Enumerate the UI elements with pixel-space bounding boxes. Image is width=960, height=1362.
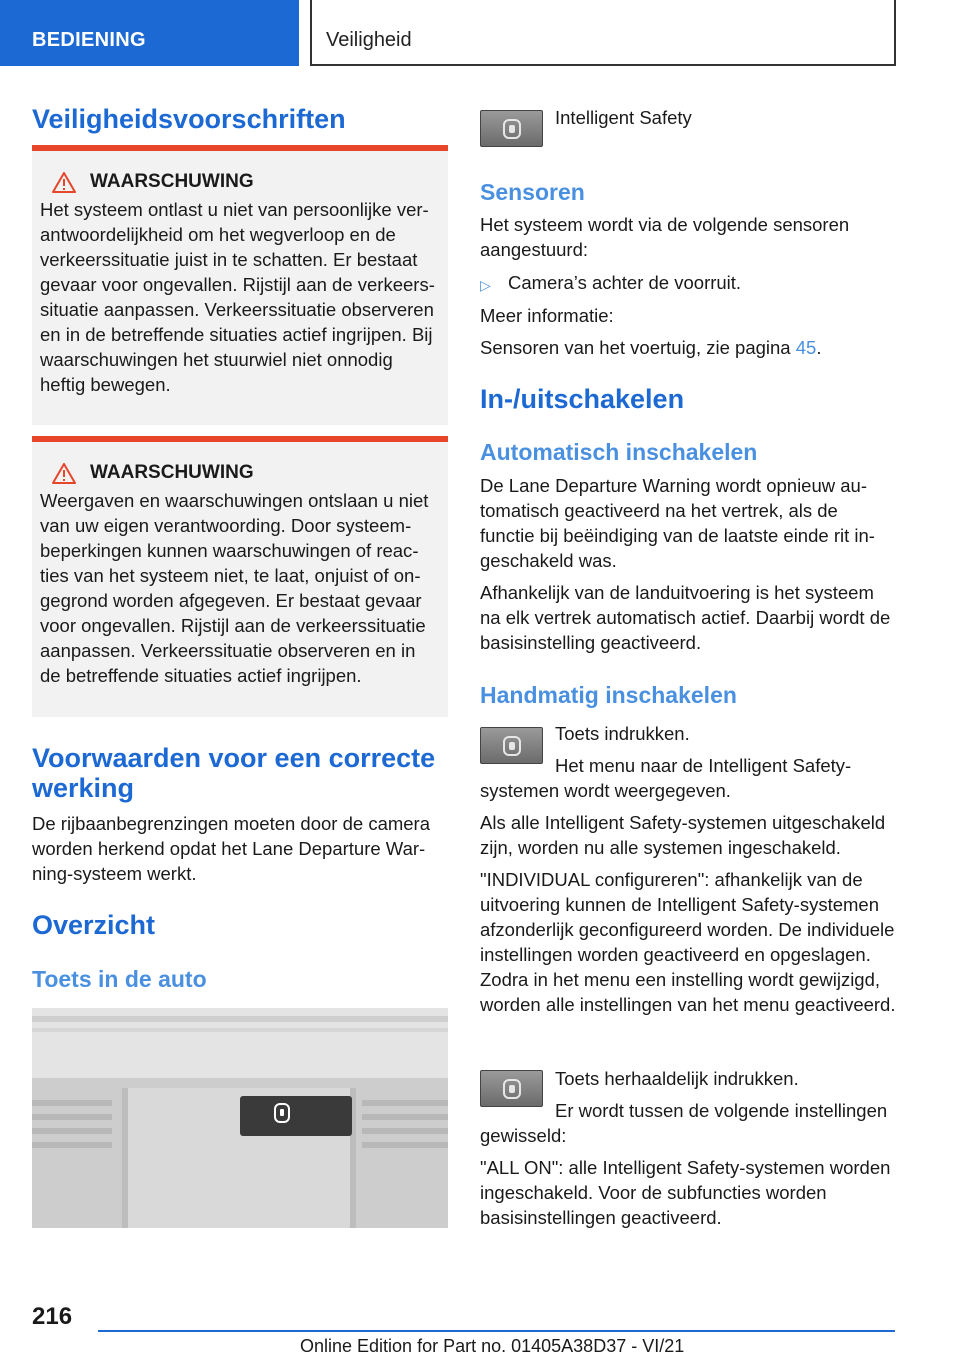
intelligent-safety-button-icon [480,110,543,147]
chapter-tab [310,0,896,66]
warning-triangle-icon [52,172,76,193]
manual-enable-title: Handmatig inschakelen [480,682,737,708]
page-number: 216 [32,1303,73,1330]
bullet-text: Camera’s achter de voorruit. [508,272,742,293]
sensors-title: Sensoren [480,179,585,205]
list-item [480,270,896,298]
overview-title: Overzicht [32,910,156,940]
warning-box-2 [32,436,448,717]
warning-box-1 [32,145,448,425]
switch-text: Er wordt tussen de volgende instellingen gewisseld: [480,1100,888,1146]
warning-header [40,171,440,193]
chapter-label: Veiligheid [326,29,412,51]
safety-title: Veiligheidsvoorschriften [32,104,346,134]
conditions-title: Voorwaarden voor een correcte werking [32,743,436,803]
more-info-label: Meer informatie: [480,305,614,326]
warning-triangle-icon [52,463,76,484]
footer-divider [98,1330,895,1332]
button-caption: Intelligent Safety [555,107,692,128]
auto-text-2: Afhankelijk van de landuitvoering is het systeem na elk vertrek automatisch actief. Daarbij wordt de basisinstelling geactiveerd. [480,582,891,653]
auto-enable-title: Automatisch inschakelen [480,439,758,465]
dashboard-illustration [32,1008,448,1228]
section-tab [0,0,299,66]
edition-text: Online Edition for Part no. 01405A38D37 - VI/21 [300,1336,685,1356]
all-on-text: "ALL ON": alle Intelligent Safety-systemen worden ingeschakeld. Voor de subfuncties worden basisinstellingen geactiveerd. [480,1157,891,1228]
warning-header [40,462,440,484]
bullet-triangle-icon: ▷ [480,277,491,293]
auto-text-1: De Lane Departure Warning wordt opnieuw automatisch geactiveerd na het vertrek, als de functie bij beëindiging van de laatste einde rit ingeschakeld was. [480,475,875,571]
warning-label: WAARSCHUWING [90,462,254,483]
warning-label: WAARSCHUWING [90,171,254,192]
car-button-photo [32,1008,448,1228]
reference-text: Sensoren van het voertuig, zie pagina [480,337,796,358]
individual-text: "INDIVIDUAL configureren": afhankelijk van de uitvoering kunnen de Intelligent Safety-systemen afzonderlijk geconfigureerd worden. De individuele instellingen worden geactiveerd en opgeslagen. Zodra in het menu een instelling wordt gewijzigd, worden alle instellingen van het menu geactiveerd. [480,869,896,1015]
page-link[interactable]: 45 [795,337,817,358]
menu-text: Het menu naar de Intelligent Safety-systemen wordt weergegeven. [480,755,852,801]
button-in-car-title: Toets in de auto [32,966,207,992]
press-repeat-text: Toets herhaaldelijk indrukken. [555,1068,799,1089]
conditions-text: De rijbaanbegrenzingen moeten door de camera worden herkend opdat het Lane Departure Warning-systeem werkt. [32,813,431,884]
warning-text: Weergaven en waarschuwingen ontslaan u niet van uw eigen verantwoording. Door systeembeperkingen kunnen waarschuwingen of reacties van het systeem niet, te laat, onjuist of ongegrond worden afgegeven. Er bestaat gevaar voor ongevallen. Rijstijl aan de verkeerssituatie aanpassen. Verkeerssituatie observeren en in de betreffende situaties actief ingrijpen. [40,490,429,686]
warning-text: Het systeem ontlast u niet van persoonlijke verantwoordelijkheid om het wegverloop en de verkeerssituatie juist in te schatten. Er bestaat gevaar voor ongevallen. Rijstijl aan de verkeerssituatie aanpassen. Verkeerssituatie observeren en in de betreffende situaties actief ingrijpen. Bij waarschuwingen het stuurwiel niet onnodig heftig bewegen. [40,199,435,395]
press-button-text: Toets indrukken. [555,723,690,744]
reference-end: . [816,337,822,358]
sensors-text: Het systeem wordt via de volgende sensoren aangestuurd: [480,214,850,260]
section-label: BEDIENING [32,29,146,51]
all-off-text: Als alle Intelligent Safety-systemen uitgeschakeld zijn, worden nu alle systemen ingeschakeld. [480,812,886,858]
sensors-reference [480,335,896,360]
on-off-title: In-/uitschakelen [480,384,685,414]
